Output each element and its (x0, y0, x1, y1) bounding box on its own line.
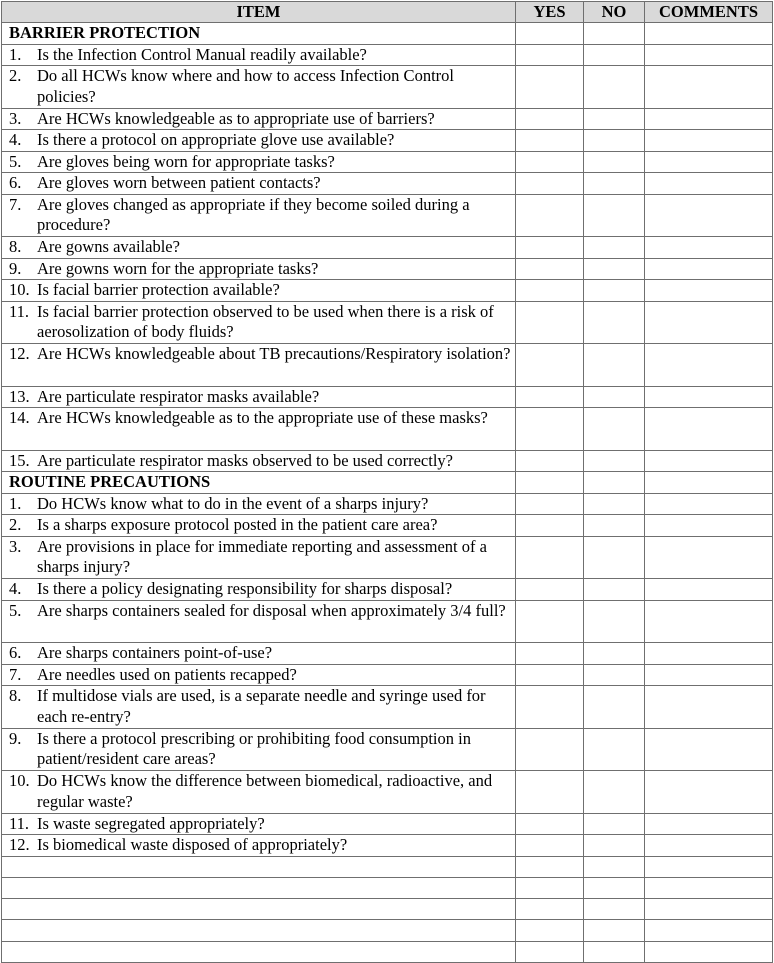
no-cell[interactable] (584, 600, 645, 643)
no-cell[interactable] (584, 66, 645, 109)
yes-cell[interactable] (516, 386, 584, 408)
comments-cell[interactable] (645, 301, 773, 344)
yes-cell[interactable] (516, 643, 584, 665)
question-text: Is there a protocol on appropriate glove use available? (37, 130, 395, 149)
question-cell (2, 493, 516, 515)
yes-cell[interactable] (516, 237, 584, 259)
question-row (2, 44, 773, 66)
question-row (2, 344, 773, 387)
no-cell[interactable] (584, 237, 645, 259)
question-cell (2, 664, 516, 686)
comments-cell[interactable] (645, 771, 773, 814)
question-cell (2, 258, 516, 280)
question-text: Is facial barrier protection observed to be used when there is a risk of aerosolization of body fluids? (37, 301, 494, 341)
question-text: Are gloves changed as appropriate if they become soiled during a procedure? (37, 194, 470, 234)
comments-cell[interactable] (645, 472, 773, 494)
question-row (2, 813, 773, 835)
question-number: 13. (9, 386, 30, 406)
question-text: Are particulate respirator masks available? (37, 386, 320, 406)
no-cell[interactable] (584, 280, 645, 302)
item-cell[interactable] (2, 856, 516, 877)
question-number: 3. (9, 108, 22, 128)
question-number: 6. (9, 643, 22, 662)
yes-cell[interactable] (516, 664, 584, 686)
question-number: 12. (9, 344, 30, 363)
question-cell (2, 686, 516, 729)
question-number: 2. (9, 515, 22, 534)
no-cell[interactable] (584, 941, 645, 962)
question-cell (2, 66, 516, 109)
no-cell[interactable] (584, 44, 645, 66)
yes-cell[interactable] (516, 941, 584, 962)
question-row (2, 301, 773, 344)
question-number: 10. (9, 771, 30, 790)
comments-cell[interactable] (645, 899, 773, 920)
comments-cell[interactable] (645, 686, 773, 729)
section-header-row (2, 472, 773, 494)
question-cell (2, 237, 516, 259)
question-text: Do HCWs know the difference between biomedical, radioactive, and regular waste? (37, 771, 493, 811)
question-row (2, 130, 773, 152)
question-cell (2, 44, 516, 66)
comments-cell[interactable] (645, 877, 773, 898)
question-number: 9. (9, 258, 22, 278)
header-no: NO (584, 2, 645, 23)
question-text: Is there a policy designating responsibility for sharps disposal? (37, 579, 453, 598)
comments-cell[interactable] (645, 23, 773, 45)
question-text: Do HCWs know what to do in the event of a sharps injury? (37, 493, 429, 513)
yes-cell[interactable] (516, 44, 584, 66)
question-row (2, 194, 773, 237)
comments-cell[interactable] (645, 194, 773, 237)
question-cell (2, 728, 516, 771)
yes-cell[interactable] (516, 920, 584, 941)
question-cell (2, 813, 516, 835)
comments-cell[interactable] (645, 344, 773, 387)
no-cell[interactable] (584, 173, 645, 195)
question-text: Are particulate respirator masks observed to be used correctly? (37, 450, 453, 470)
yes-cell[interactable] (516, 899, 584, 920)
question-text: Do all HCWs know where and how to access Infection Control policies? (37, 66, 454, 106)
question-row (2, 771, 773, 814)
question-number: 1. (9, 44, 22, 64)
comments-cell[interactable] (645, 108, 773, 130)
blank-row (2, 899, 773, 920)
comments-cell[interactable] (645, 515, 773, 537)
comments-cell[interactable] (645, 44, 773, 66)
comments-cell[interactable] (645, 151, 773, 173)
yes-cell[interactable] (516, 579, 584, 601)
section-title: BARRIER PROTECTION (2, 23, 516, 45)
yes-cell[interactable] (516, 686, 584, 729)
comments-cell[interactable] (645, 643, 773, 665)
question-row (2, 408, 773, 451)
comments-cell[interactable] (645, 664, 773, 686)
no-cell[interactable] (584, 579, 645, 601)
comments-cell[interactable] (645, 941, 773, 962)
question-number: 3. (9, 536, 22, 556)
question-row (2, 600, 773, 643)
header-yes: YES (516, 2, 584, 23)
question-row (2, 237, 773, 259)
yes-cell[interactable] (516, 173, 584, 195)
yes-cell[interactable] (516, 408, 584, 451)
question-number: 15. (9, 450, 30, 470)
yes-cell[interactable] (516, 66, 584, 109)
question-text: Is facial barrier protection available? (37, 280, 280, 299)
question-text: Are gloves worn between patient contacts? (37, 173, 321, 192)
question-number: 9. (9, 728, 22, 748)
question-text: Is the Infection Control Manual readily available? (37, 44, 367, 64)
comments-cell[interactable] (645, 280, 773, 302)
yes-cell[interactable] (516, 108, 584, 130)
comments-cell[interactable] (645, 920, 773, 941)
question-cell (2, 408, 516, 451)
no-cell[interactable] (584, 493, 645, 515)
question-cell (2, 151, 516, 173)
question-row (2, 108, 773, 130)
question-text: Are needles used on patients recapped? (37, 664, 297, 684)
question-cell (2, 771, 516, 814)
yes-cell[interactable] (516, 493, 584, 515)
no-cell[interactable] (584, 344, 645, 387)
no-cell[interactable] (584, 813, 645, 835)
question-cell (2, 600, 516, 643)
comments-cell[interactable] (645, 66, 773, 109)
question-number: 10. (9, 280, 30, 299)
question-cell (2, 108, 516, 130)
question-cell (2, 835, 516, 857)
question-cell (2, 386, 516, 408)
question-row (2, 664, 773, 686)
no-cell[interactable] (584, 771, 645, 814)
question-text: Are gowns worn for the appropriate tasks? (37, 258, 319, 278)
question-number: 8. (9, 686, 22, 705)
comments-cell[interactable] (645, 856, 773, 877)
question-cell (2, 344, 516, 387)
question-text: Are gloves being worn for appropriate tasks? (37, 151, 335, 171)
question-text: Are sharps containers point-of-use? (37, 643, 273, 662)
question-cell (2, 579, 516, 601)
question-text: Are gowns available? (37, 237, 180, 256)
yes-cell[interactable] (516, 813, 584, 835)
question-row (2, 151, 773, 173)
no-cell[interactable] (584, 877, 645, 898)
question-row (2, 643, 773, 665)
no-cell[interactable] (584, 386, 645, 408)
question-cell (2, 536, 516, 579)
yes-cell[interactable] (516, 301, 584, 344)
yes-cell[interactable] (516, 856, 584, 877)
question-cell (2, 301, 516, 344)
question-cell (2, 643, 516, 665)
question-row (2, 835, 773, 857)
yes-cell[interactable] (516, 23, 584, 45)
comments-cell[interactable] (645, 813, 773, 835)
question-text: Is biomedical waste disposed of appropriately? (37, 835, 348, 854)
question-row (2, 173, 773, 195)
blank-row (2, 877, 773, 898)
question-row (2, 280, 773, 302)
question-cell (2, 450, 516, 472)
question-text: Are sharps containers sealed for disposal when approximately 3/4 full? (37, 600, 506, 620)
yes-cell[interactable] (516, 515, 584, 537)
no-cell[interactable] (584, 258, 645, 280)
comments-cell[interactable] (645, 728, 773, 771)
yes-cell[interactable] (516, 344, 584, 387)
comments-cell[interactable] (645, 130, 773, 152)
yes-cell[interactable] (516, 600, 584, 643)
comments-cell[interactable] (645, 835, 773, 857)
comments-cell[interactable] (645, 600, 773, 643)
no-cell[interactable] (584, 194, 645, 237)
no-cell[interactable] (584, 835, 645, 857)
question-cell (2, 130, 516, 152)
question-row (2, 579, 773, 601)
blank-row (2, 856, 773, 877)
blank-row (2, 920, 773, 941)
yes-cell[interactable] (516, 536, 584, 579)
no-cell[interactable] (584, 130, 645, 152)
checklist-table (1, 1, 773, 963)
comments-cell[interactable] (645, 450, 773, 472)
question-cell (2, 515, 516, 537)
no-cell[interactable] (584, 856, 645, 877)
header-item: ITEM (2, 2, 516, 23)
no-cell[interactable] (584, 920, 645, 941)
yes-cell[interactable] (516, 728, 584, 771)
question-row (2, 258, 773, 280)
comments-cell[interactable] (645, 536, 773, 579)
question-number: 4. (9, 130, 22, 149)
yes-cell[interactable] (516, 835, 584, 857)
header-row (2, 2, 773, 23)
question-number: 7. (9, 194, 22, 214)
question-number: 7. (9, 664, 22, 684)
no-cell[interactable] (584, 515, 645, 537)
item-cell[interactable] (2, 899, 516, 920)
checklist-body (2, 23, 773, 963)
question-number: 11. (9, 301, 30, 321)
no-cell[interactable] (584, 108, 645, 130)
question-number: 5. (9, 600, 22, 620)
item-cell[interactable] (2, 920, 516, 941)
question-row (2, 515, 773, 537)
comments-cell[interactable] (645, 173, 773, 195)
question-row (2, 66, 773, 109)
yes-cell[interactable] (516, 151, 584, 173)
question-text: Is there a protocol prescribing or prohibiting food consumption in patient/resident care areas? (37, 728, 471, 768)
yes-cell[interactable] (516, 194, 584, 237)
section-header-row (2, 23, 773, 45)
blank-row (2, 941, 773, 962)
question-row (2, 493, 773, 515)
question-text: Are HCWs knowledgeable as to appropriate use of barriers? (37, 108, 435, 128)
no-cell[interactable] (584, 408, 645, 451)
no-cell[interactable] (584, 301, 645, 344)
question-row (2, 536, 773, 579)
comments-cell[interactable] (645, 386, 773, 408)
question-text: Is waste segregated appropriately? (37, 813, 265, 833)
question-row (2, 686, 773, 729)
question-number: 1. (9, 493, 22, 513)
item-cell[interactable] (2, 941, 516, 962)
no-cell[interactable] (584, 450, 645, 472)
question-row (2, 728, 773, 771)
question-cell (2, 280, 516, 302)
question-cell (2, 173, 516, 195)
comments-cell[interactable] (645, 258, 773, 280)
comments-cell[interactable] (645, 493, 773, 515)
no-cell[interactable] (584, 899, 645, 920)
question-number: 2. (9, 66, 22, 85)
no-cell[interactable] (584, 23, 645, 45)
question-number: 4. (9, 579, 22, 598)
question-cell (2, 194, 516, 237)
question-text: Are HCWs knowledgeable about TB precautions/Respiratory isolation? (37, 344, 511, 363)
no-cell[interactable] (584, 664, 645, 686)
comments-cell[interactable] (645, 237, 773, 259)
no-cell[interactable] (584, 686, 645, 729)
question-text: If multidose vials are used, is a separate needle and syringe used for each re-entry? (37, 686, 486, 726)
question-text: Are provisions in place for immediate reporting and assessment of a sharps injury? (37, 536, 487, 576)
yes-cell[interactable] (516, 472, 584, 494)
section-title: ROUTINE PRECAUTIONS (2, 472, 516, 494)
yes-cell[interactable] (516, 280, 584, 302)
question-text: Is a sharps exposure protocol posted in the patient care area? (37, 515, 438, 534)
yes-cell[interactable] (516, 771, 584, 814)
comments-cell[interactable] (645, 408, 773, 451)
no-cell[interactable] (584, 536, 645, 579)
question-row (2, 450, 773, 472)
question-number: 12. (9, 835, 30, 854)
question-number: 6. (9, 173, 22, 192)
yes-cell[interactable] (516, 258, 584, 280)
comments-cell[interactable] (645, 579, 773, 601)
no-cell[interactable] (584, 151, 645, 173)
item-cell[interactable] (2, 877, 516, 898)
yes-cell[interactable] (516, 450, 584, 472)
question-number: 11. (9, 813, 30, 833)
question-number: 14. (9, 408, 30, 427)
no-cell[interactable] (584, 472, 645, 494)
question-text: Are HCWs knowledgeable as to the appropriate use of these masks? (37, 408, 488, 427)
no-cell[interactable] (584, 728, 645, 771)
question-number: 5. (9, 151, 22, 171)
yes-cell[interactable] (516, 877, 584, 898)
header-comments: COMMENTS (645, 2, 773, 23)
question-row (2, 386, 773, 408)
question-number: 8. (9, 237, 22, 256)
yes-cell[interactable] (516, 130, 584, 152)
no-cell[interactable] (584, 643, 645, 665)
